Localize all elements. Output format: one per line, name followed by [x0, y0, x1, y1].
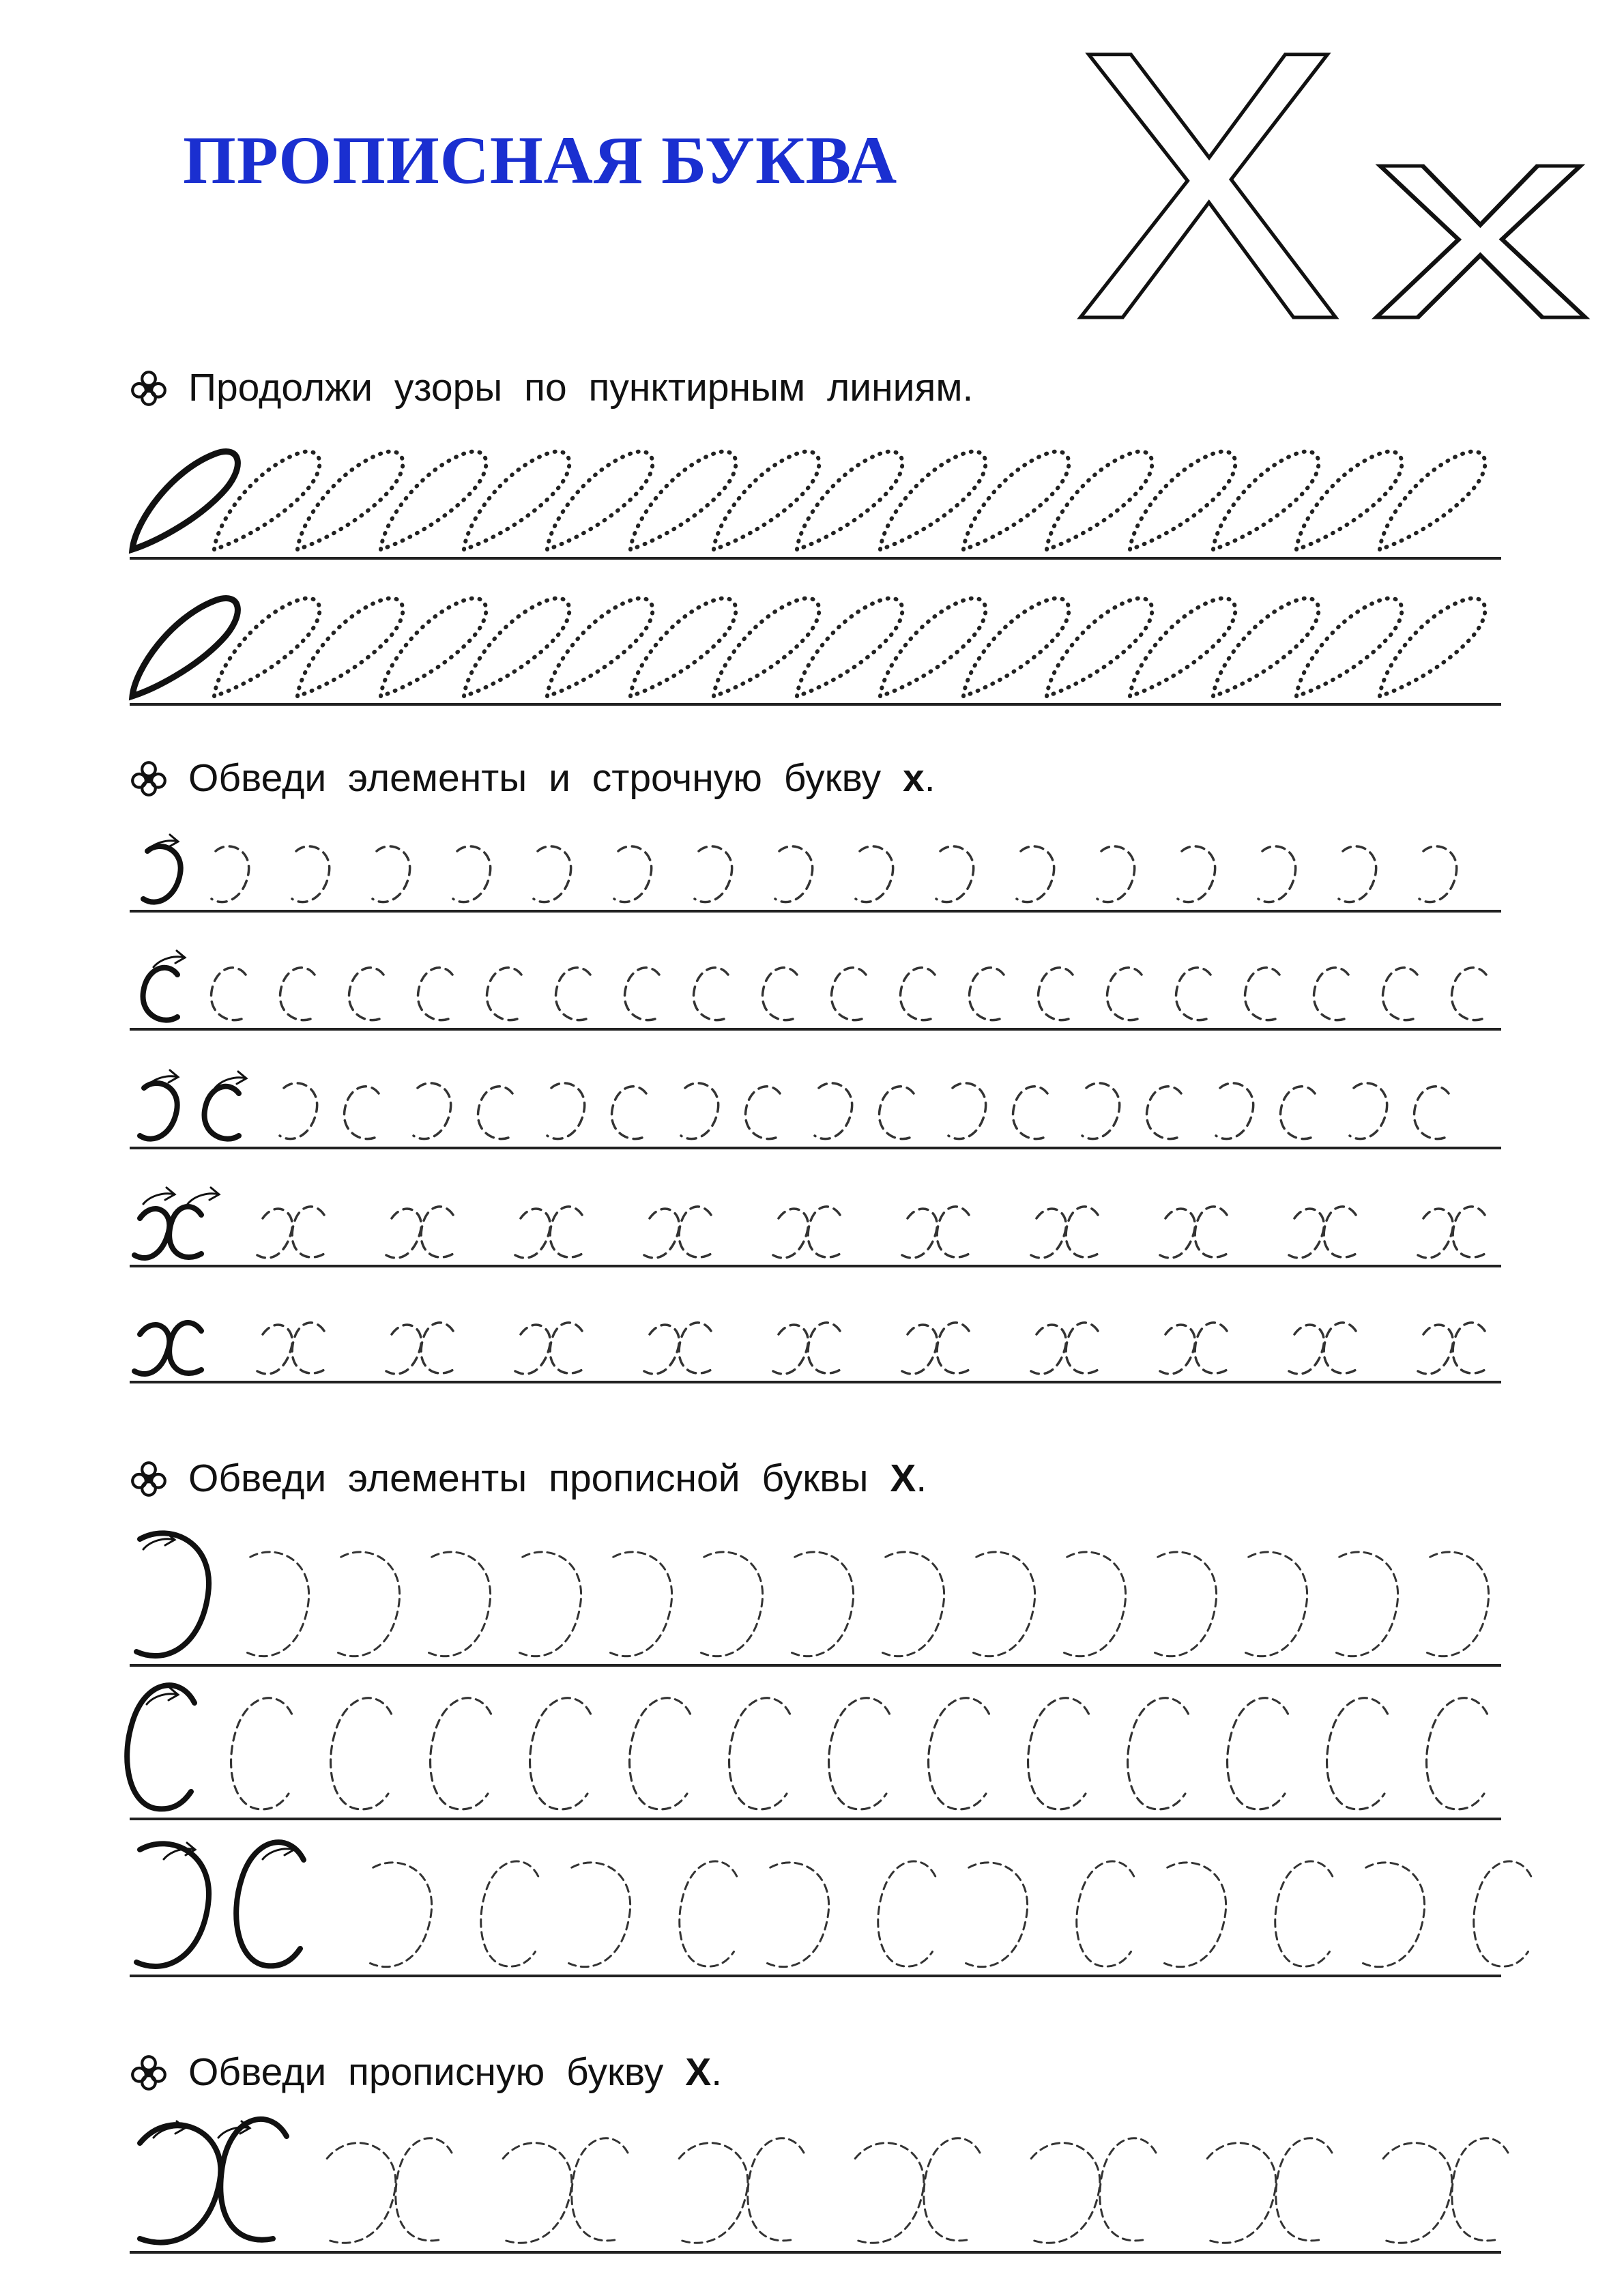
dashed-letter-element: [515, 1207, 582, 1258]
instruction-3: Обведи элементы прописной буквы Х.: [130, 1459, 927, 1498]
solid-sample-stroke: [205, 1087, 239, 1139]
dashed-letter-element: [1031, 2138, 1156, 2243]
dashed-letter-element: [1418, 1323, 1485, 1374]
dashed-letter-element: [644, 1207, 711, 1258]
dotted-loop: [381, 452, 486, 549]
dashed-letter-element: [373, 846, 410, 902]
dashed-letter-element: [534, 846, 571, 902]
solid-sample-stroke: [127, 1685, 194, 1809]
dashed-letter-element: [338, 1552, 400, 1656]
dashed-letter-element: [1363, 1863, 1425, 1967]
dashed-letter-element: [530, 1698, 591, 1809]
dotted-loop: [1047, 599, 1152, 696]
dotted-loop: [1047, 452, 1152, 549]
dashed-letter-element: [556, 968, 590, 1020]
dashed-letter-element: [212, 846, 249, 902]
page-title: ПРОПИСНАЯ БУКВА: [183, 122, 898, 198]
dashed-letter-element: [1064, 1552, 1126, 1656]
pattern-rows: [214, 452, 1485, 696]
dashed-letter-element: [681, 1083, 719, 1139]
dotted-loop: [1296, 452, 1402, 549]
dashed-letter-element: [1155, 1552, 1217, 1656]
direction-arrow-icon: [143, 1188, 175, 1204]
dashed-letter-element: [694, 968, 728, 1020]
dashed-letter-element: [345, 1087, 379, 1139]
dashed-letter-element: [1383, 968, 1417, 1020]
dashed-letter-element: [1160, 1207, 1227, 1258]
dashed-letter-element: [212, 968, 246, 1020]
dotted-loop: [214, 452, 319, 549]
dashed-letter-element: [701, 1552, 763, 1656]
dotted-loop: [963, 599, 1069, 696]
dashed-letter-element: [1350, 1083, 1387, 1139]
dashed-letter-element: [612, 1087, 646, 1139]
dashed-letter-element: [478, 1087, 512, 1139]
solid-sample-stroke: [136, 1533, 209, 1656]
dotted-loop: [464, 599, 569, 696]
dashed-letter-element: [431, 1698, 491, 1809]
solid-sample-stroke: [140, 2119, 287, 2243]
dotted-loop: [464, 452, 569, 549]
dashed-letter-element: [280, 1083, 317, 1139]
dashed-letter-element: [231, 1698, 292, 1809]
dashed-letter-element: [630, 1698, 691, 1809]
dotted-loop: [880, 452, 985, 549]
dashed-letter-element: [1178, 846, 1215, 902]
dashed-letter-element: [1207, 2138, 1332, 2243]
dashed-letter-element: [773, 1323, 840, 1374]
dashed-letter-element: [1077, 1861, 1134, 1966]
dashed-letter-element: [948, 1083, 986, 1139]
instruction-4: Обведи прописную букву Х.: [130, 2053, 722, 2092]
dashed-letter-element: [729, 1698, 790, 1809]
dotted-loop: [298, 599, 403, 696]
instruction-3-text: Обведи элементы прописной буквы: [188, 1456, 869, 1500]
dashed-letter-element: [429, 1552, 491, 1656]
dashed-letter-element: [414, 1083, 451, 1139]
dashed-letter-element: [679, 2138, 804, 2243]
dashed-letter-element: [1160, 1323, 1227, 1374]
solid-sample-stroke: [136, 1843, 209, 1966]
dashed-letter-element: [1415, 1087, 1449, 1139]
direction-arrow-icon: [188, 1188, 219, 1204]
dashed-letter-element: [349, 968, 383, 1020]
solid-sample-stroke: [134, 1323, 201, 1374]
dashed-letter-element: [1452, 968, 1486, 1020]
dashed-letter-element: [257, 1207, 324, 1258]
baselines: [130, 558, 1501, 2252]
dashed-letter-element: [680, 1861, 737, 1966]
dashed-letter-element: [386, 1207, 453, 1258]
pattern-row-starts: [132, 452, 237, 696]
dashed-letter-element: [695, 846, 732, 902]
dashed-letter-element: [481, 1861, 538, 1966]
dashed-letter-element: [1418, 1207, 1485, 1258]
dashed-letter-element: [1337, 1552, 1398, 1656]
dotted-loop: [1380, 452, 1485, 549]
dashed-letter-element: [1176, 968, 1210, 1020]
dashed-letter-element: [1097, 846, 1135, 902]
dashed-letter-element: [880, 1087, 914, 1139]
dotted-loop: [298, 452, 403, 549]
dashed-letter-element: [936, 846, 974, 902]
dashed-letter-element: [547, 1083, 585, 1139]
dashed-letter-element: [768, 1863, 829, 1967]
dotted-loop: [714, 452, 819, 549]
dashed-letter-element: [1165, 1863, 1226, 1967]
dashed-letter-element: [1427, 1698, 1488, 1809]
dotted-loop: [797, 599, 902, 696]
solid-sample-stroke: [236, 1842, 304, 1966]
hollow-uppercase-letter: X: [1071, 27, 1344, 341]
dotted-loop: [381, 599, 486, 696]
dotted-loop: [797, 452, 902, 549]
dashed-letter-element: [1228, 1698, 1288, 1809]
dashed-letter-element: [625, 968, 659, 1020]
dashed-letter-element: [902, 1207, 969, 1258]
dashed-letter-element: [829, 1698, 890, 1809]
dashed-letter-element: [878, 1861, 936, 1966]
instruction-1-text: Продолжи узоры по пунктирным линиям.: [188, 366, 974, 410]
dotted-loop: [630, 452, 736, 549]
dashed-letter-element: [487, 968, 521, 1020]
solid-samples: [127, 846, 304, 2243]
dotted-loop: [1213, 599, 1318, 696]
dashed-letter-element: [292, 846, 330, 902]
instruction-2: Обведи элементы и строчную букву х.: [130, 759, 936, 798]
dashed-letter-element: [386, 1323, 453, 1374]
dashed-letter-element: [515, 1323, 582, 1374]
solid-sample-stroke: [134, 1207, 201, 1258]
solid-sample-stroke: [143, 968, 177, 1020]
hollow-lowercase-letter: x: [1372, 59, 1590, 341]
dashed-trace-rows: [212, 846, 1531, 2243]
dashed-letter-element: [929, 1698, 989, 1809]
instruction-4-text: Обведи прописную букву: [188, 2050, 664, 2094]
dashed-letter-element: [1314, 968, 1348, 1020]
dashed-letter-element: [746, 1087, 780, 1139]
dashed-letter-element: [1147, 1087, 1181, 1139]
dashed-letter-element: [901, 968, 935, 1020]
direction-arrow-icon: [154, 951, 185, 967]
dashed-letter-element: [970, 968, 1004, 1020]
dashed-letter-element: [1289, 1207, 1356, 1258]
dashed-letter-element: [1339, 846, 1376, 902]
instruction-2-letter: х: [902, 756, 925, 800]
dashed-letter-element: [1017, 846, 1054, 902]
dashed-letter-element: [1107, 968, 1142, 1020]
dashed-letter-element: [280, 968, 315, 1020]
dashed-letter-element: [792, 1552, 854, 1656]
instruction-4-letter: Х: [685, 2050, 712, 2094]
dotted-loop: [547, 452, 652, 549]
dashed-letter-element: [773, 1207, 840, 1258]
dotted-loop: [214, 599, 319, 696]
dotted-loop: [1130, 452, 1235, 549]
dashed-letter-element: [775, 846, 813, 902]
dashed-letter-element: [1383, 2138, 1508, 2243]
dashed-letter-element: [1245, 968, 1279, 1020]
solid-sample-stroke: [140, 1083, 177, 1139]
dashed-letter-element: [1258, 846, 1296, 902]
dashed-letter-element: [1275, 1861, 1333, 1966]
dashed-letter-element: [1216, 1083, 1253, 1139]
dashed-letter-element: [331, 1698, 392, 1809]
dashed-letter-element: [855, 2138, 980, 2243]
dashed-letter-element: [1028, 1698, 1089, 1809]
dashed-letter-element: [966, 1863, 1028, 1967]
dashed-letter-element: [1474, 1861, 1531, 1966]
dashed-letter-element: [257, 1323, 324, 1374]
dashed-letter-element: [1327, 1698, 1388, 1809]
dotted-loop: [547, 599, 652, 696]
dashed-letter-element: [1082, 1083, 1120, 1139]
dashed-letter-element: [453, 846, 491, 902]
dashed-letter-element: [418, 968, 452, 1020]
dashed-letter-element: [248, 1552, 309, 1656]
dashed-letter-element: [883, 1552, 944, 1656]
dashed-letter-element: [644, 1323, 711, 1374]
dashed-letter-element: [902, 1323, 969, 1374]
dashed-letter-element: [815, 1083, 852, 1139]
dashed-letter-element: [611, 1552, 672, 1656]
dotted-loop: [630, 599, 736, 696]
dashed-letter-element: [1031, 1323, 1098, 1374]
dotted-loop: [714, 599, 819, 696]
dashed-letter-element: [1246, 1552, 1307, 1656]
dashed-letter-element: [1039, 968, 1073, 1020]
dashed-letter-element: [974, 1552, 1035, 1656]
dashed-letter-element: [614, 846, 652, 902]
dotted-loop: [1130, 599, 1235, 696]
dashed-letter-element: [569, 1863, 630, 1967]
dashed-letter-element: [832, 968, 866, 1020]
dashed-letter-element: [371, 1863, 432, 1967]
dashed-letter-element: [503, 2138, 628, 2243]
dotted-loop: [1296, 599, 1402, 696]
dashed-letter-element: [1419, 846, 1457, 902]
solid-sample-stroke: [143, 846, 181, 902]
dashed-letter-element: [327, 2138, 452, 2243]
dashed-letter-element: [856, 846, 893, 902]
dashed-letter-element: [763, 968, 797, 1020]
dotted-loop: [1213, 452, 1318, 549]
dashed-letter-element: [1281, 1087, 1315, 1139]
dashed-letter-element: [1128, 1698, 1189, 1809]
dashed-letter-element: [1289, 1323, 1356, 1374]
instruction-2-text: Обведи элементы и строчную букву: [188, 756, 882, 800]
dashed-letter-element: [1031, 1207, 1098, 1258]
dotted-loop: [880, 599, 985, 696]
dotted-loop: [963, 452, 1069, 549]
instruction-3-letter: Х: [890, 1456, 916, 1500]
dashed-letter-element: [520, 1552, 581, 1656]
dashed-letter-element: [1427, 1552, 1489, 1656]
dotted-loop: [1380, 599, 1485, 696]
dashed-letter-element: [1013, 1087, 1047, 1139]
